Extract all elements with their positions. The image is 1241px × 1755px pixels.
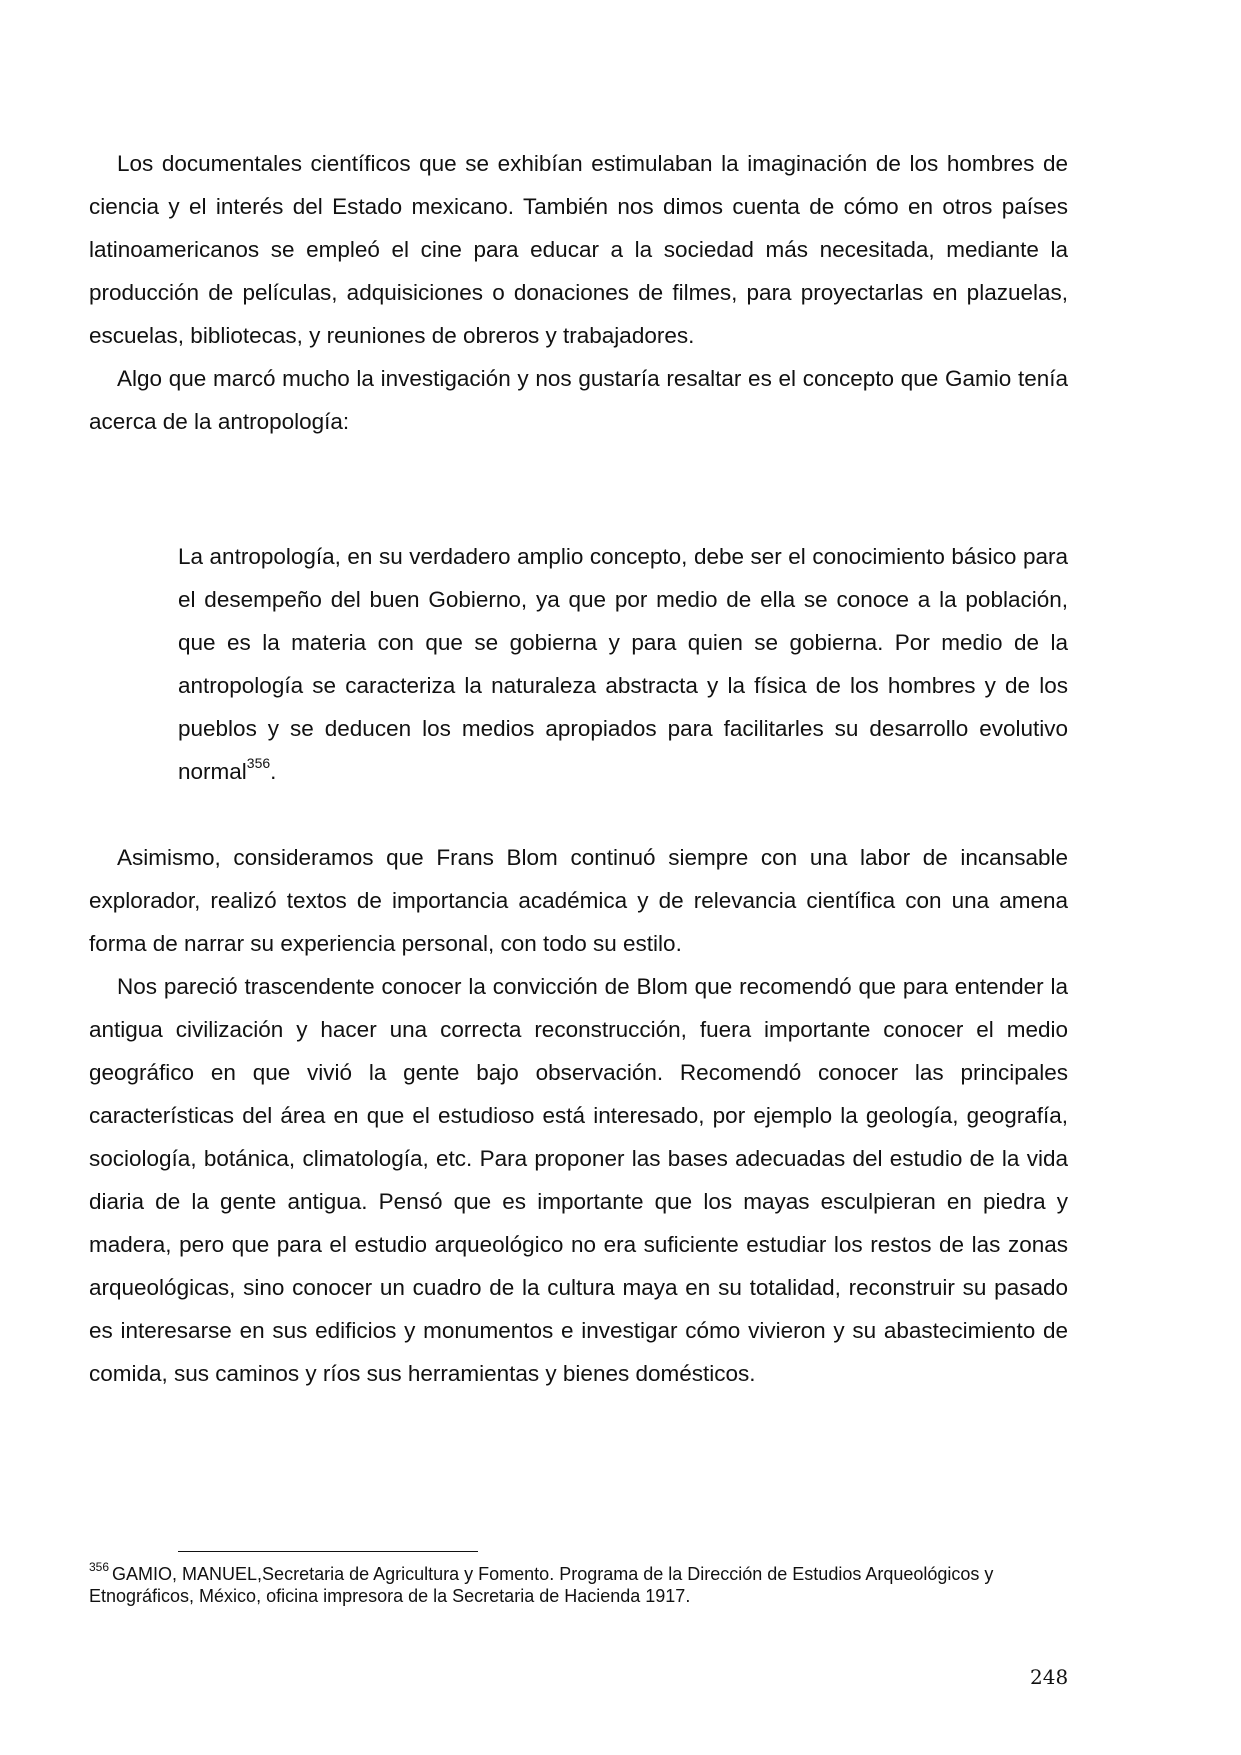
body-text-top xyxy=(89,142,1068,443)
footnote-reference: 356 xyxy=(246,754,271,771)
paragraph-blom-conviction: Nos pareció trascendente conocer la convicción de Blom que recomendó que para entender la antigua civilización y hacer una correcta reconstrucción, fuera importante conocer el medio geográfico en que vivió la gente bajo observación. Recomendó conocer las principales características del área en que el estudioso está interesado, por ejemplo la geología, geografía, sociología, botánica, climatología, etc. Para proponer las bases adecuadas del estudio de la vida diaria de la gente antigua. Pensó que es importante que los mayas esculpieran en piedra y madera, pero que para el estudio arqueológico no era suficiente estudiar los restos de las zonas arqueológicas, sino conocer un cuadro de la cultura maya en su totalidad, reconstruir su pasado es interesarse en sus edificios y monumentos e investigar cómo vivieron y su abastecimiento de comida, sus caminos y ríos sus herramientas y bienes domésticos. xyxy=(89,974,1068,1386)
footnote-separator xyxy=(178,1551,478,1552)
footnote-text: GAMIO, MANUEL,Secretaria de Agricultura y Fomento. Programa de la Dirección de Estudios Arqueológicos y Etnográficos, México, oficina impresora de la Secretaria de Hacienda 1917. xyxy=(89,1564,994,1606)
paragraph-documentales: Los documentales científicos que se exhibían estimulaban la imaginación de los hombres de ciencia y el interés del Estado mexicano. También nos dimos cuenta de cómo en otros países latinoamericanos se empleó el cine para educar a la sociedad más necesitada, mediante la producción de películas, adquisiciones o donaciones de filmes, para proyectarlas en plazuelas, escuelas, bibliotecas, y reuniones de obreros y trabajadores. xyxy=(89,151,1068,348)
paragraph-gamio-intro: Algo que marcó mucho la investigación y nos gustaría resaltar es el concepto que Gamio tenía acerca de la antropología: xyxy=(89,366,1068,434)
body-text-bottom xyxy=(89,836,1068,1395)
page-number: 248 xyxy=(1030,1665,1069,1689)
quote-text: La antropología, en su verdadero amplio concepto, debe ser el conocimiento básico para el desempeño del buen Gobierno, ya que por medio de ella se conoce a la población, que es la materia con que se gobierna y para quien se gobierna. Por medio de la antropología se caracteriza la naturaleza abstracta y la física de los hombres y de los pueblos y se deducen los medios apropiados para facilitarles su desarrollo evolutivo normal xyxy=(178,544,1068,784)
block-quote-gamio xyxy=(178,535,1068,793)
quote-end: . xyxy=(270,759,277,784)
paragraph-frans-blom: Asimismo, consideramos que Frans Blom continuó siempre con una labor de incansable explorador, realizó textos de importancia académica y de relevancia científica con una amena forma de narrar su experiencia personal, con todo su estilo. xyxy=(89,845,1068,956)
footnote xyxy=(89,1560,1068,1607)
footnote-number: 356 xyxy=(89,1560,110,1574)
